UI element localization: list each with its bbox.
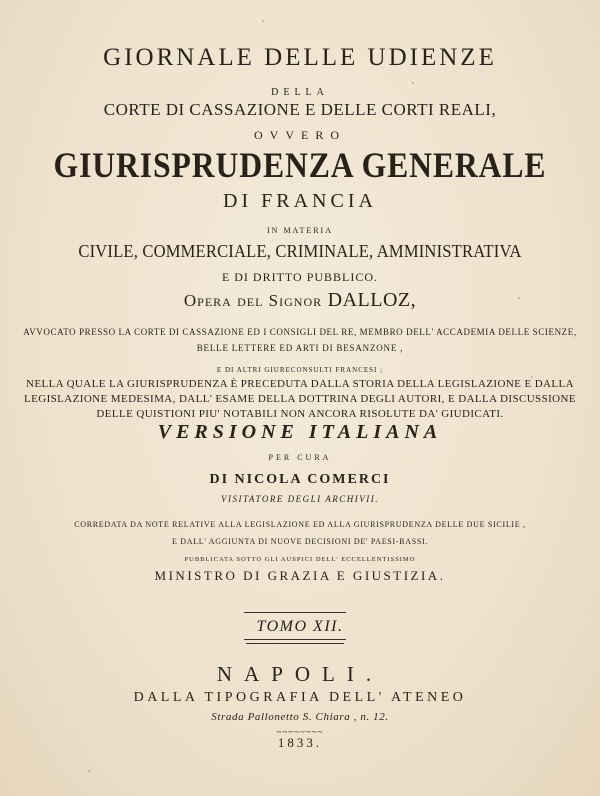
description-line-2: LEGISLAZIONE MEDESIMA, DALL' ESAME DELLA DOTTRINA DEGLI AUTORI, E DALLA DISCUSSIONE (24, 393, 576, 405)
paper-fleck (518, 297, 520, 299)
volume-bottom-rule-thin (246, 643, 344, 644)
paper-fleck (88, 770, 90, 772)
imprint-year: 1833. (277, 735, 323, 750)
courts-line: CORTE DI CASSAZIONE E DELLE CORTI REALI, (103, 100, 497, 119)
country-line: DI FRANCIA (223, 190, 377, 212)
public-law-line: E DI DRITTO PUBBLICO. (221, 270, 379, 284)
subjects-line: CIVILE, COMMERCIALE, CRIMINALE, AMMINISTRATIVA (78, 241, 522, 261)
imprint-printer: DALLA TIPOGRAFIA DELL' ATENEO (133, 690, 467, 705)
ministry-line: MINISTRO DI GRAZIA E GIUSTIZIA. (154, 568, 446, 583)
published-under: PUBBLICATA SOTTO GLI AUSPICI DELL' ECCELLENTISSIMO (184, 556, 416, 563)
della-line: DELLA (271, 87, 329, 98)
description-line-1: NELLA QUALE LA GIURISPRUDENZA È PRECEDUTA DALLA STORIA DELLA LEGISLAZIONE E DALLA (26, 378, 574, 390)
volume-top-rule (244, 612, 346, 613)
description-line-3: DELLE QUISTIONI PIU' NOTABILI NON ANCORA RISOLUTE DA' GIUDICATI. (96, 408, 504, 420)
author-line (0, 289, 600, 312)
volume-bottom-rule (244, 639, 346, 640)
paper-fleck (412, 82, 414, 84)
opera-prefix: Opera del Signor (183, 291, 323, 310)
volume-number: TOMO XII. (256, 618, 344, 635)
other-jurists: E DI ALTRI GIURECONSULTI FRANCESI ; (216, 366, 384, 374)
main-title: GIURISPRUDENZA GENERALE (53, 145, 547, 185)
author-titles-2: BELLE LETTERE ED ARTI DI BESANZONE , (196, 343, 404, 353)
journal-title: GIORNALE DELLE UDIENZE (103, 44, 497, 71)
italian-version: VERSIONE ITALIANA (157, 421, 443, 443)
imprint-city: NAPOLI. (216, 662, 384, 686)
imprint-address: Strada Pallonetto S. Chiara , n. 12. (211, 711, 389, 723)
ovvero-line: OVVERO (254, 128, 346, 142)
paper-fleck (531, 376, 533, 378)
author-name: DALLOZ, (327, 289, 417, 311)
author-titles-1: AVVOCATO PRESSO LA CORTE DI CASSAZIONE ED I CONSIGLI DEL RE, MEMBRO DELL' ACCADEMIA DELLE SCIENZE, (23, 327, 577, 337)
editor-name: DI NICOLA COMERCI (209, 472, 391, 487)
paper-fleck (262, 20, 264, 22)
description-paragraph (0, 377, 600, 422)
per-cura-line: PER CURA (268, 453, 332, 462)
imprint-ornament: ~~~~~~~~ (276, 727, 324, 737)
editor-role: VISITATORE DEGLI ARCHIVII. (221, 494, 379, 504)
notes-line-1: CORREDATA DA NOTE RELATIVE ALLA LEGISLAZIONE ED ALLA GIURISPRUDENZA DELLE DUE SICILIE , (74, 520, 526, 529)
in-materia-line: IN MATERIA (267, 226, 333, 235)
notes-line-2: E DALL' AGGIUNTA DI NUOVE DECISIONI DE' PAESI-BASSI. (171, 537, 429, 546)
